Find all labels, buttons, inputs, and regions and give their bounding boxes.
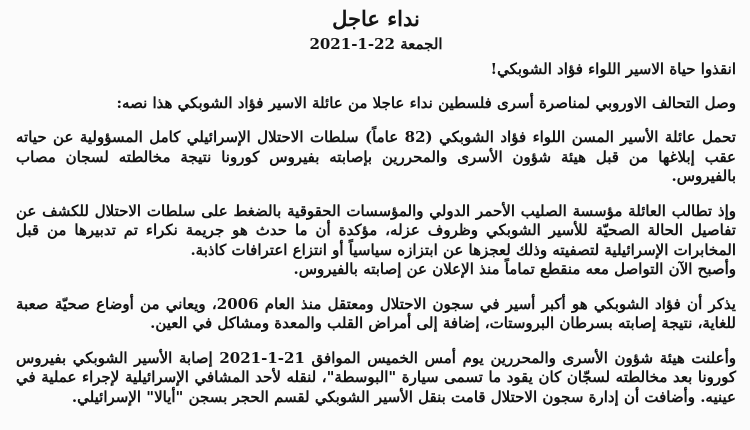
paragraph-announcement: وأعلنت هيئة شؤون الأسرى والمحررين يوم أمس الخميس الموافق 21-1-2021 إصابة الأسير الشوبكي بفيروس كورونا بعد مخالطته لسجّان كان يقود ما تسمى سيارة "البوسطة"، لنقله لأحد المشافي الإسرائيلية لإجراء عملية في عينيه. وأضافت أن إدارة سجون الاحتلال قامت بنقل الأسير الشوبكي لقسم الحجر بسجن "أيالا" الإسرائيلي.: [16, 348, 736, 406]
paragraph-responsibility: تحمل عائلة الأسير المسن اللواء فؤاد الشوبكي (82 عاماً) سلطات الاحتلال الإسرائيلي كامل المسؤولية عن حياته عقب إبلاغها من قبل هيئة شؤون الأسرى والمحررين بإصابته بفيروس كورونا نتيجة مخالطته لسجان مصاب بالفيروس.: [16, 128, 736, 185]
paragraph-demands: وإذ تطالب العائلة مؤسسة الصليب الأحمر الدولي والمؤسسات الحقوقية بالضغط على سلطات الاحتلال للكشف عن تفاصيل الحالة الصحيّة للأسير الشوبكي وظروف عزله، مؤكدة أن ما حدث هو جريمة نكراء تم تدبيرها من قبل المخابرات الإسرائيلية لتصفيته وذلك لعجزها عن ابتزازه سياسياً أو انتزاع اعترافات كاذبة.: [16, 201, 736, 259]
page-title: نداء عاجل: [332, 6, 420, 31]
headline: انقذوا حياة الاسير اللواء فؤاد الشوبكي!: [490, 60, 736, 78]
paragraph-background: يذكر أن فؤاد الشوبكي هو أكبر أسير في سجون الاحتلال ومعتقل منذ العام 2006، ويعاني من أوضاع صحيّة صعبة للغاية، نتيجة إصابته بسرطان البروستات، إضافة إلى أمراض القلب والمعدة ومشاكل في العين.: [16, 294, 736, 332]
paragraph-intro: وصل التحالف الاوروبي لمناصرة أسرى فلسطين نداء عاجلا من عائلة الاسير فؤاد الشوبكي هذا نصه:: [116, 93, 736, 112]
date-line: الجمعة 22-1-2021: [309, 35, 443, 53]
paragraph-contact-lost: وأصبح الآن التواصل معه منقطع تماماً منذ الإعلان عن إصابته بالفيروس.: [293, 260, 736, 278]
